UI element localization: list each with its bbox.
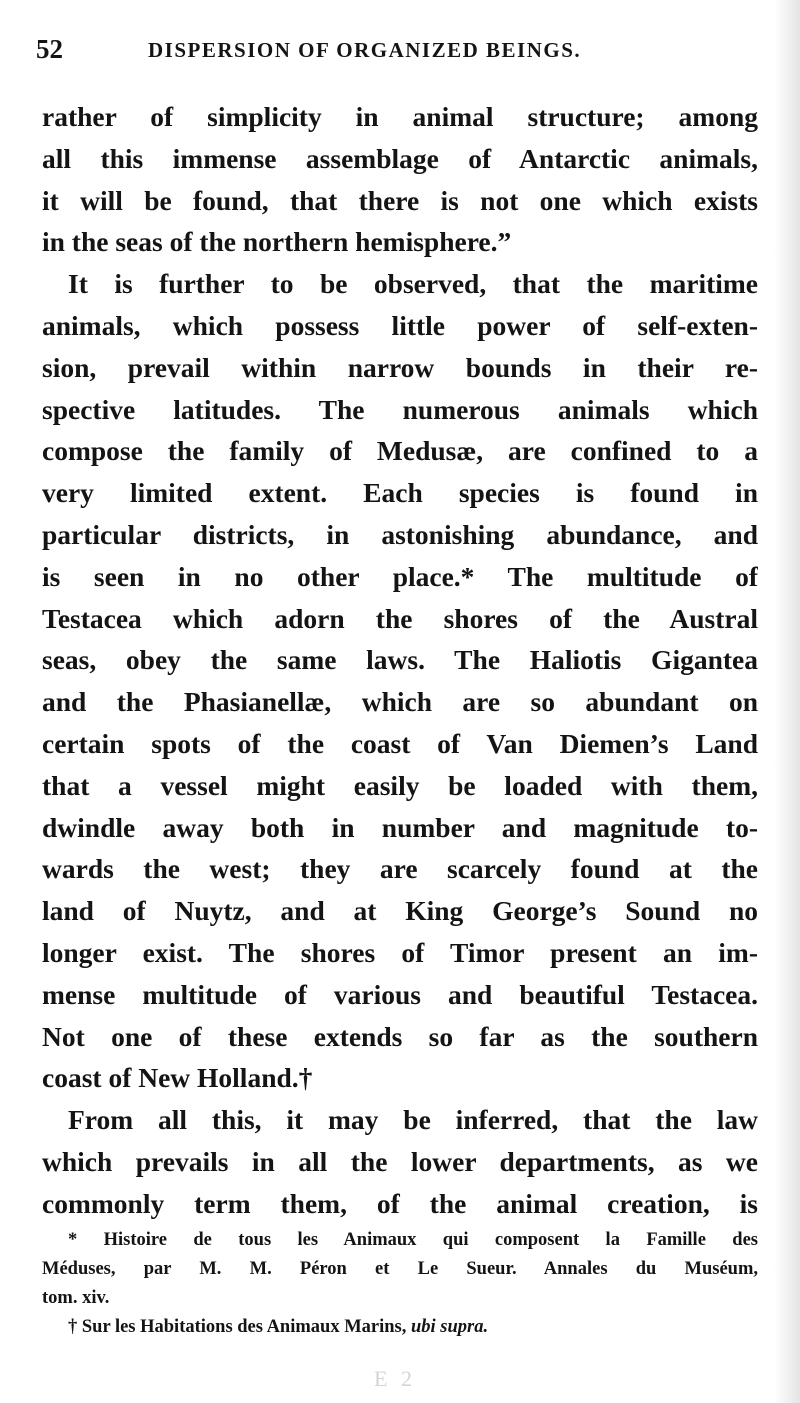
body-line: particular districts, in astonishing abundance, and (42, 518, 758, 550)
body-line: is seen in no other place.* The multitude of (42, 560, 758, 592)
signature-mark: E 2 (374, 1366, 416, 1391)
body-line: commonly term them, of the animal creation, is (42, 1187, 758, 1219)
footnote-line: tom. xiv. (42, 1288, 110, 1308)
body-line: certain spots of the coast of Van Diemen’s Land (42, 727, 758, 759)
body-line: Testacea which adorn the shores of the Austral (42, 602, 758, 634)
body-line: sion, prevail within narrow bounds in their re- (42, 351, 758, 383)
body-line: all this immense assemblage of Antarctic animals, (42, 142, 758, 174)
body-line: wards the west; they are scarcely found at the (42, 853, 758, 885)
page-number: 52 (36, 34, 63, 64)
body-line: land of Nuytz, and at King George’s Sound no (42, 895, 758, 927)
body-line: Not one of these extends so far as the southern (42, 1020, 758, 1052)
running-title: DISPERSION OF ORGANIZED BEINGS. (148, 38, 582, 62)
footnote-line: * Histoire de tous les Animaux qui composent la Famille des (68, 1230, 758, 1250)
body-line: dwindle away both in number and magnitude to- (42, 811, 758, 843)
body-line: It is further to be observed, that the maritime (68, 268, 758, 300)
page-header (36, 34, 756, 68)
footnote-italic: ubi supra. (411, 1317, 489, 1337)
body-line: animals, which possess little power of self-exten- (42, 309, 758, 341)
body-text (42, 96, 758, 1225)
body-line: which prevails in all the lower departments, as we (42, 1145, 758, 1177)
footnote-text: † Sur les Habitations des Animaux Marins, (68, 1317, 411, 1337)
body-line: compose the family of Medusæ, are confined to a (42, 435, 758, 467)
body-line: it will be found, that there is not one which exists (42, 184, 758, 216)
body-line: seas, obey the same laws. The Haliotis Gigantea (42, 644, 758, 676)
page-edge-shadow (774, 0, 800, 1403)
body-line: longer exist. The shores of Timor present an im- (42, 936, 758, 968)
body-line: From all this, it may be inferred, that the law (68, 1104, 758, 1136)
body-line: coast of New Holland.† (42, 1062, 313, 1094)
body-line: spective latitudes. The numerous animals which (42, 393, 758, 425)
footnote-line (42, 1313, 758, 1342)
body-line: and the Phasianellæ, which are so abundant on (42, 686, 758, 718)
footnote-line: Méduses, par M. M. Péron et Le Sueur. Annales du Muséum, (42, 1259, 758, 1279)
body-line: that a vessel might easily be loaded with them, (42, 769, 758, 801)
body-line: in the seas of the northern hemisphere.” (42, 226, 512, 258)
body-line: very limited extent. Each species is found in (42, 477, 758, 509)
body-line: mense multitude of various and beautiful Testacea. (42, 978, 758, 1010)
footnotes (42, 1226, 758, 1342)
body-line: rather of simplicity in animal structure; among (42, 101, 758, 132)
